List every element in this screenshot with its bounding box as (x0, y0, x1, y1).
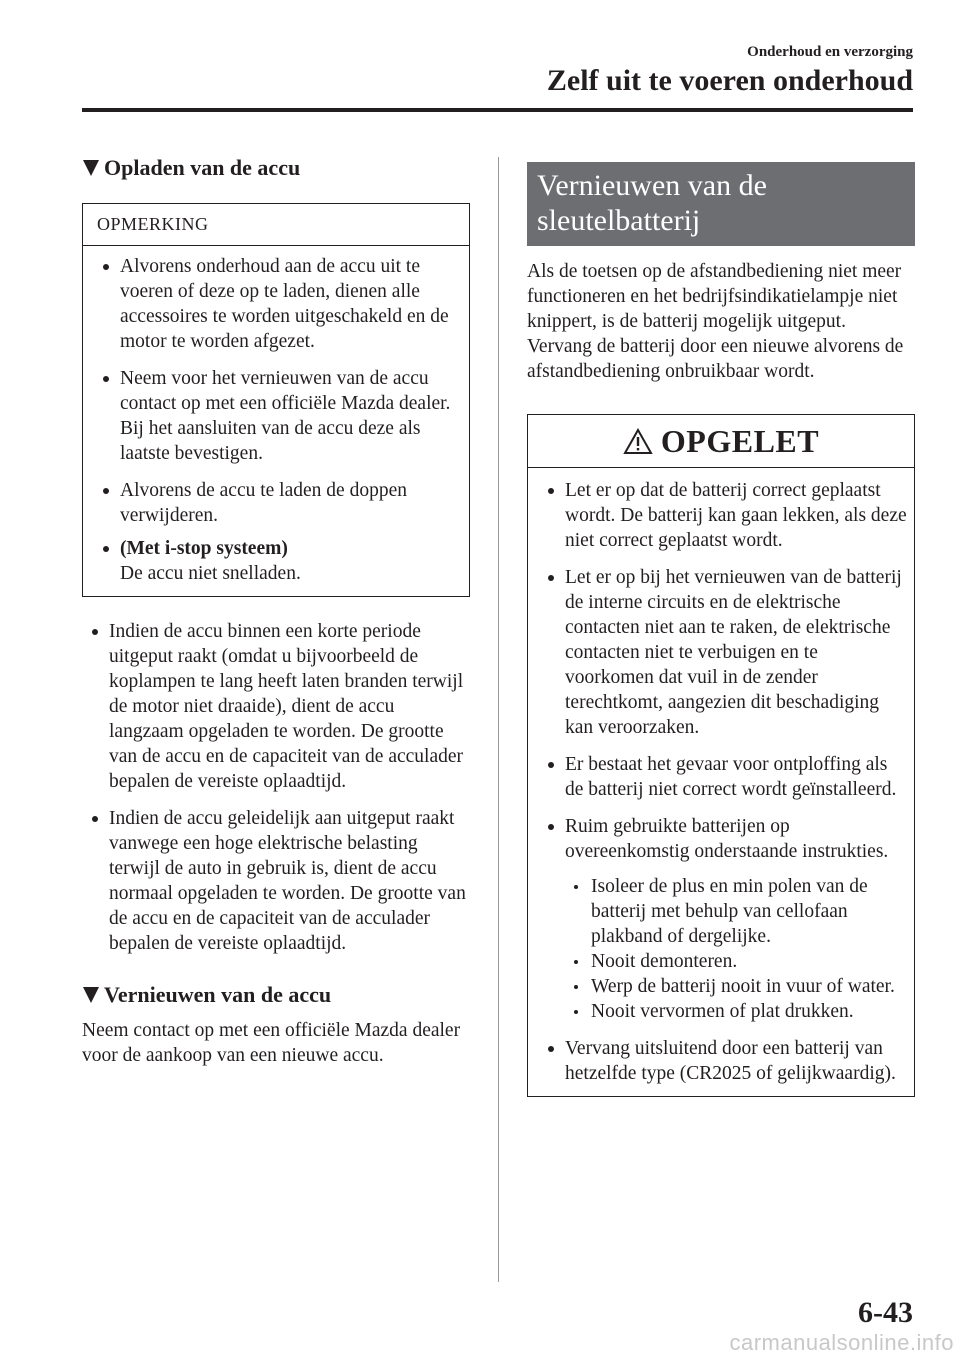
header-section-label: Onderhoud en verzorging (747, 44, 913, 60)
caution-list (538, 478, 908, 1086)
caution-item: Let er op bij het vernieuwen van de batterij de interne circuits en de elektrische contacten niet aan te raken, de elektrische contacten niet te verbuigen en te voorkomen dat vuil in de zender terechtkomt, aangezien dit beschadiging kan veroorzaken. (538, 565, 908, 740)
charging-item: Indien de accu geleidelijk aan uitgeput raakt vanwege een hoge elektrische belasting terwijl de auto in gebruik is, dient de accu normaal opgeladen te worden. De grootte van de accu en de capaciteit van de acculader bepalen de vereiste oplaadtijd. (82, 806, 470, 956)
caution-box (527, 414, 915, 1097)
caution-item: Vervang uitsluitend door een batterij van hetzelfde type (CR2025 of gelijkwaardig). (538, 1036, 908, 1086)
watermark: carmanualsonline.info (729, 1330, 954, 1355)
caution-label: OPGELET (660, 422, 820, 459)
disposal-subitem: Nooit vervormen of plat drukken. (565, 999, 908, 1024)
left-column (82, 155, 470, 1068)
intro-text: Als de toetsen op de afstandbediening niet meer functioneren en het bedrijfsindikatielampje niet knippert, is de batterij mogelijk uitgeput. Vervang de batterij door een nieuwe alvorens de afstandbediening onbruikbaar wordt. (527, 261, 904, 382)
note-body (83, 246, 469, 596)
charging-item: Indien de accu binnen een korte periode uitgeput raakt (omdat u bijvoorbeeld de koplampen te lang heeft laten branden terwijl de motor niet draaide), dient de accu langzaam opgeladen te worden. De grootte van de accu en de capaciteit van de acculader bepalen de vereiste oplaadtijd. (82, 619, 470, 794)
warning-icon (623, 428, 653, 455)
note-item: Alvorens de accu te laden de doppen verwijderen. (93, 478, 463, 528)
charging-heading-text: Opladen van de accu (104, 155, 301, 180)
caution-body (528, 468, 914, 1096)
caution-item-disposal (538, 814, 908, 1024)
disposal-subitem: Nooit demonteren. (565, 949, 908, 974)
note-item: Neem voor het vernieuwen van de accu contact op met een officiële Mazda dealer. Bij het aansluiten van de accu deze als laatste bevestigen. (93, 366, 463, 466)
note-list (93, 254, 463, 586)
column-divider (498, 157, 499, 1282)
disposal-subitem: Isoleer de plus en min polen van de batterij met behulp van cellofaan plakband of dergelijke. (565, 874, 908, 949)
istop-text: De accu niet snelladen. (120, 563, 301, 584)
header-rule (82, 108, 913, 112)
charging-heading (82, 155, 470, 181)
replace-text: Neem contact op met een officiële Mazda dealer voor de aankoop van een nieuwe accu. (82, 1020, 461, 1066)
right-column (527, 162, 915, 1097)
istop-title: (Met i-stop systeem) (120, 538, 288, 559)
replace-heading-text: Vernieuwen van de accu (104, 982, 332, 1007)
header-title: Zelf uit te voeren onderhoud (546, 64, 913, 97)
disposal-subitem: Werp de batterij nooit in vuur of water. (565, 974, 908, 999)
triangle-marker-icon (83, 160, 99, 176)
triangle-marker-icon (83, 987, 99, 1003)
replace-heading (82, 982, 470, 1008)
disposal-sublist (565, 874, 908, 1024)
caution-item: Let er op dat de batterij correct geplaatst wordt. De batterij kan gaan lekken, als deze niet correct geplaatst wordt. (538, 478, 908, 553)
section-title-banner: Vernieuwen van de sleutelbatterij (527, 162, 915, 246)
caution-item: Er bestaat het gevaar voor ontploffing als de batterij niet correct wordt geïnstalleerd. (538, 752, 908, 802)
page-number: 6-43 (858, 1296, 913, 1329)
note-label: OPMERKING (83, 204, 469, 246)
caution-header (528, 415, 914, 468)
note-item-istop (93, 536, 463, 586)
note-box (82, 203, 470, 597)
caution-item-text: Ruim gebruikte batterijen op overeenkomstig onderstaande instrukties. (565, 816, 889, 862)
charging-list (82, 619, 470, 956)
note-item: Alvorens onderhoud aan de accu uit te voeren of deze op te laden, dienen alle accessoires te worden uitgeschakeld en de motor te worden afgezet. (93, 254, 463, 354)
